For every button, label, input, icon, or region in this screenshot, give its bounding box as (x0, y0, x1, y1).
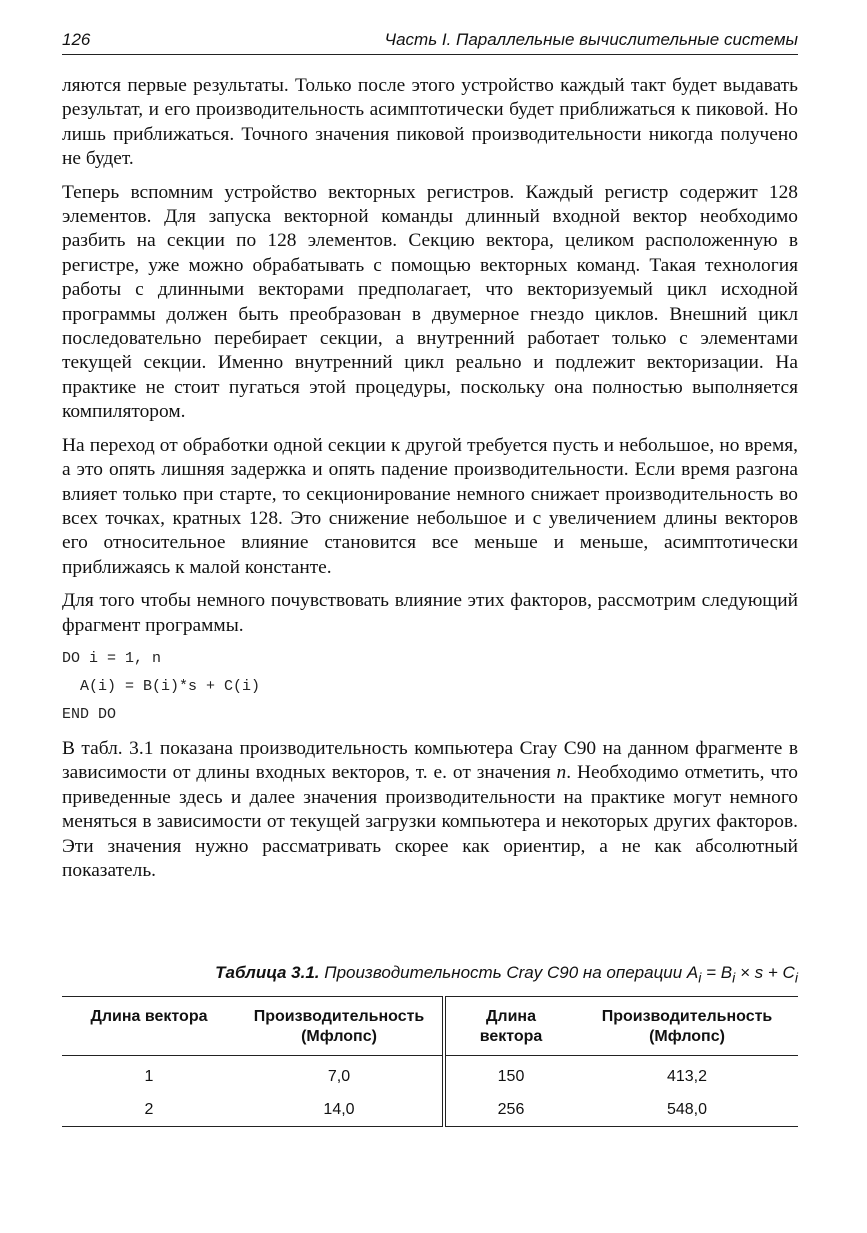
paragraph-4: Для того чтобы немного почувствовать влияние этих факторов, рассмотрим следующий фрагмент программы. (62, 590, 798, 636)
paragraph-3: На переход от обработки одной секции к другой требуется пусть и небольшое, но время, а это опять лишняя задержка и опять падение производительности. Если время разгона влияет только при старте, то секционирование немного снижает производительность во всех точках, кратных 128. Это снижение небольшое и с увеличением длины векторов его относительное влияние становится все меньше и меньше, асимптотически приближаясь к малой константе. (62, 434, 798, 578)
formula-eq: = B (701, 963, 733, 982)
table-cell: 14,0 (236, 1093, 444, 1127)
table-cell: 256 (497, 1100, 525, 1118)
table-row (62, 1093, 798, 1127)
table-header-row (62, 997, 798, 1056)
header-vector-length-2: Длина вектора (479, 1008, 543, 1045)
code-listing (62, 645, 798, 729)
paragraph-1: ляются первые результаты. Только после этого устройство каждый такт будет выдавать результат, и его производительность асимптотически будет приближаться к пиковой. Но лишь приближаться. Точного значения пиковой производительности никогда получено не будет. (62, 75, 798, 170)
table-caption-text: Производительность Cray C90 на операции A (324, 963, 699, 982)
paragraph-5-part-2: . Необходимо отметить, что приведенные здесь и далее значения производительности на практике могут немного меняться в зависимости от текущей загрузки компьютера и некоторых других факторов. Эти значения нужно рассматривать скорее как ориентир, а не как абсолютный показатель. (62, 762, 798, 881)
table-cell: 413,2 (666, 1067, 708, 1085)
variable-n: n (556, 762, 567, 784)
code-line: A(i) = B(i)*s + C(i) (62, 677, 261, 695)
code-line: DO i = 1, n (62, 649, 162, 667)
paragraph-5-part-1: В табл. 3.1 показана производительность компьютера Cray C90 на данном фрагменте в зависимости от длины входных векторов, т. е. от значения (62, 737, 798, 784)
table-cell: 150 (497, 1067, 525, 1085)
table-cell: 2 (144, 1100, 154, 1118)
table-caption-label: Таблица 3.1. (215, 963, 320, 982)
formula-times: × s + C (735, 963, 795, 982)
header-vector-length: Длина вектора (90, 1008, 208, 1025)
table-caption (62, 963, 798, 986)
paragraph-2: Теперь вспомним устройство векторных регистров. Каждый регистр содержит 128 элементов. Для запуска векторной команды длинный входной вектор необходимо разбить на секции по 128 элементов. Секцию вектора, целиком расположенную в регистре, уже можно обрабатывать с помощью векторных команд. Такая технология работы с длинными векторами предполагает, что векторизуемый цикл исходной программы должен быть преобразован в двумерное гнездо циклов. Внешний цикл последовательно перебирает секции, а внутренний работает только с элементами текущей секции. Именно внутренний цикл реально и подлежит векторизации. На практике не стоит пугаться этой процедуры, поскольку она полностью выполняется компилятором. (62, 181, 798, 423)
paragraph-5 (62, 737, 798, 883)
table-cell: 1 (144, 1067, 154, 1085)
subscript-i: i (732, 970, 736, 987)
table-row (62, 1056, 798, 1094)
table-cell: 548,0 (666, 1100, 708, 1118)
page-number: 126 (62, 30, 91, 49)
code-line: END DO (62, 705, 117, 723)
running-header (62, 28, 798, 55)
table-cell: 7,0 (236, 1056, 444, 1094)
header-performance-2: Производительность (Мфлопс) (601, 1008, 773, 1045)
header-performance: Производительность (Мфлопс) (236, 997, 444, 1056)
main-text (62, 74, 798, 892)
subscript-i: i (698, 970, 702, 987)
subscript-i: i (794, 970, 798, 987)
performance-table (62, 996, 798, 1127)
running-title: Часть I. Параллельные вычислительные системы (384, 30, 798, 49)
